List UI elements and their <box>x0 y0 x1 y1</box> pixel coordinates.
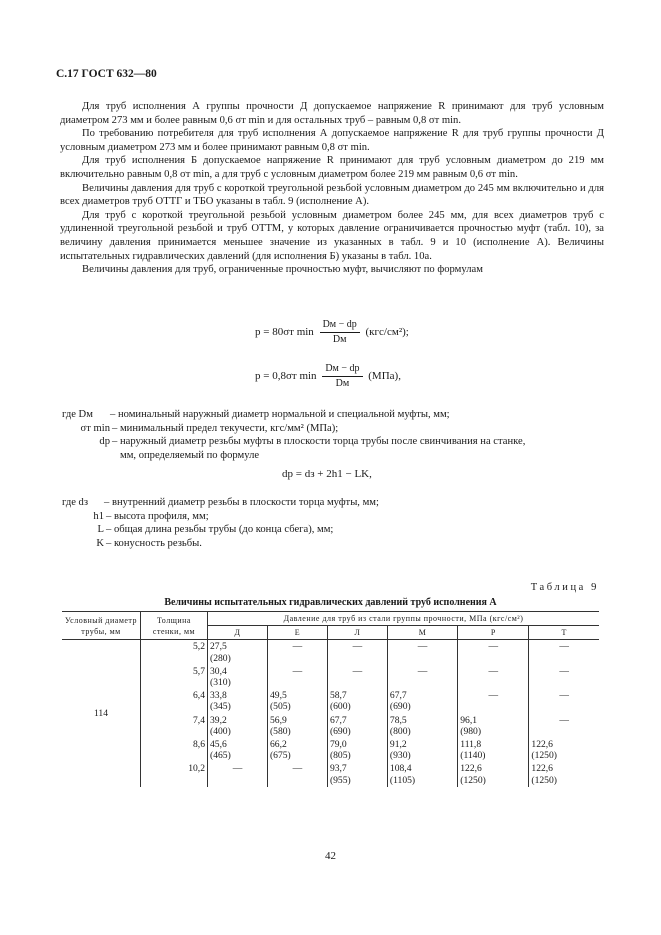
formula-mpa-fraction <box>322 362 362 391</box>
cell-value-mpa: — <box>352 665 363 677</box>
cell-pressure <box>267 665 327 689</box>
cell-value-kgf: (955) <box>329 774 351 786</box>
cell-pressure <box>387 714 457 738</box>
cell-value-mpa: 91,2 <box>389 739 407 751</box>
cell-value-mpa: 122,6 <box>531 739 553 751</box>
paragraph-2: По требованию потребителя для труб исполнения А допускаемое напряжение R для труб группы прочности Д условным диаметром 273 мм и более принимают равным 0,8 σт min. <box>60 128 604 153</box>
cell-pressure <box>208 689 268 713</box>
definition-text: – высота профиля, мм; <box>106 510 209 522</box>
cell-value-mpa: 33,8 <box>210 690 227 702</box>
cell-value-mpa: — <box>488 665 499 677</box>
cell-pressure <box>327 665 387 689</box>
definition-symbol: σт min <box>80 422 110 434</box>
cell-thickness: 7,4 <box>141 714 208 738</box>
formula-kgf-numerator: Dм − dр <box>320 318 360 333</box>
col-header-group: Е <box>267 626 327 640</box>
formula-mpa-numerator: Dм − dр <box>322 362 362 377</box>
formula-dr: dр = dз + 2h1 − LK, <box>282 468 372 480</box>
cell-value-kgf <box>460 653 526 664</box>
cell-pressure <box>267 640 327 665</box>
definition-row <box>62 523 612 537</box>
paragraph-5: Для труб с короткой треугольной резьбой условным диаметром более 245 мм, для всех диаметров труб с удлиненной треугольной резьбой и труб ОТТМ, у которых давление ограничивается прочностью муфт (табл. 10), за величину давления принимается меньшее значение из указанных в табл. 9 и 10 (исполнение А). Величины испытательных гидравлических давлений (для исполнения Б) указаны в табл. 10а. <box>60 209 604 262</box>
definition-text: мм, определяемый по формуле <box>120 449 260 461</box>
body-text <box>60 100 604 277</box>
col-header-group: Л <box>327 626 387 640</box>
cell-pressure <box>529 640 599 665</box>
definition-symbol: где Dм <box>62 409 93 420</box>
formula-kgf-fraction <box>320 318 360 347</box>
table-row <box>62 689 599 713</box>
cell-diameter: 114 <box>62 640 141 787</box>
cell-value-mpa: — <box>559 690 569 702</box>
cell-value-kgf <box>210 775 265 786</box>
definition-row <box>62 422 612 436</box>
definition-row <box>62 435 612 449</box>
cell-value-mpa: 49,5 <box>269 690 287 702</box>
cell-value-mpa: 27,5 <box>210 641 227 653</box>
cell-value-kgf: (1140) <box>460 750 486 762</box>
cell-pressure <box>529 714 599 738</box>
definition-text: – внутренний диаметр резьбы в плоскости торца муфты, мм; <box>104 497 379 508</box>
cell-value-mpa: 67,7 <box>329 714 347 726</box>
cell-pressure <box>267 689 327 713</box>
cell-value-kgf: (280) <box>210 652 231 664</box>
cell-value-mpa: 56,9 <box>269 714 287 726</box>
cell-pressure <box>267 714 327 738</box>
cell-value-mpa: — <box>417 641 428 653</box>
cell-pressure <box>387 689 457 713</box>
definition-text: – наружный диаметр резьбы муфты в плоскости торца трубы после свинчивания на станке, <box>112 436 526 448</box>
cell-value-kgf <box>531 677 597 688</box>
paragraph-3: Для труб исполнения Б допускаемое напряжение R принимают для труб условным диаметром до 219 мм включительно равным 0,8 σт min, а для труб с условным диаметром более 219 мм равным 0,6 σт min. <box>60 155 604 180</box>
table-row <box>62 738 599 762</box>
cell-value-mpa: — <box>292 665 303 677</box>
cell-thickness: 6,4 <box>141 689 208 713</box>
table-row <box>62 762 599 786</box>
cell-value-kgf <box>531 653 597 664</box>
cell-value-mpa: — <box>559 714 569 726</box>
cell-pressure <box>529 665 599 689</box>
cell-value-kgf: (930) <box>389 750 411 762</box>
definition-symbol: K <box>96 537 104 549</box>
definition-row <box>62 510 612 524</box>
cell-value-mpa: 96,1 <box>460 714 478 726</box>
cell-value-kgf <box>330 653 385 664</box>
cell-pressure <box>387 665 457 689</box>
formula-mpa-denominator: Dм <box>335 378 350 389</box>
definition-row <box>62 496 612 510</box>
table-row <box>62 665 599 689</box>
cell-pressure <box>458 762 529 786</box>
cell-value-mpa: — <box>352 641 363 653</box>
table-title: Величины испытательных гидравлических давлений труб исполнения А <box>164 597 497 608</box>
definition-text: – минимальный предел текучести, кгс/мм² (МПа); <box>112 422 339 434</box>
cell-value-mpa: 30,4 <box>210 665 227 677</box>
definitions-1 <box>62 408 612 462</box>
cell-value-mpa: 93,7 <box>329 763 347 775</box>
cell-pressure <box>458 738 529 762</box>
cell-value-mpa: — <box>559 665 569 677</box>
definition-symbol: dр <box>99 436 110 448</box>
cell-thickness: 10,2 <box>141 762 208 786</box>
paragraph-1: Для труб исполнения А группы прочности Д допускаемое напряжение R принимают для труб условным диаметром 273 мм и более равным 0,6 σт min и для остальных труб – равным 0,8 σт min. <box>60 101 604 126</box>
cell-value-mpa: — <box>488 690 499 702</box>
page-number: 42 <box>325 850 336 862</box>
cell-pressure <box>327 689 387 713</box>
cell-value-kgf: (980) <box>460 725 482 737</box>
definition-text: – конусность резьбы. <box>106 537 202 549</box>
cell-value-kgf <box>460 701 526 712</box>
col-header-group: Р <box>458 626 529 640</box>
col-header-group: Т <box>529 626 599 640</box>
cell-pressure <box>208 738 268 762</box>
cell-pressure <box>327 762 387 786</box>
cell-value-mpa: 79,0 <box>329 739 347 751</box>
formula-mpa-unit: (МПа), <box>368 370 401 383</box>
cell-pressure <box>387 738 457 762</box>
cell-value-kgf <box>270 677 325 688</box>
definition-symbol: h1 <box>93 510 104 522</box>
cell-value-kgf: (465) <box>210 750 231 762</box>
cell-pressure <box>458 665 529 689</box>
cell-value-kgf: (310) <box>210 677 231 689</box>
cell-value-kgf: (580) <box>269 725 291 737</box>
cell-value-kgf: (1250) <box>531 774 557 786</box>
cell-pressure <box>529 762 599 786</box>
cell-value-kgf <box>270 775 325 786</box>
definition-text: – общая длина резьбы трубы (до конца сбега), мм; <box>106 524 334 536</box>
cell-pressure <box>387 762 457 786</box>
col-header-group: М <box>387 626 457 640</box>
formula-kgf <box>255 318 409 347</box>
formula-mpa <box>255 362 401 391</box>
cell-value-mpa: 122,6 <box>460 763 482 775</box>
cell-value-mpa: 45,6 <box>210 739 227 751</box>
cell-pressure <box>267 738 327 762</box>
cell-value-kgf <box>390 677 455 688</box>
cell-value-mpa: 78,5 <box>389 714 407 726</box>
col-header-pressure: Давление для труб из стали группы прочности, МПа (кгс/см²) <box>208 612 600 626</box>
cell-pressure <box>267 762 327 786</box>
cell-value-kgf <box>531 701 597 712</box>
col-header-group: Д <box>208 626 268 640</box>
cell-value-kgf: (690) <box>329 725 351 737</box>
paragraph-4: Величины давления для труб с короткой треугольной резьбой условным диаметром до 245 мм включительно и для всех диаметров труб ОТТГ и ТБО указаны в табл. 9 (исполнение А). <box>60 182 604 208</box>
cell-value-kgf: (400) <box>210 725 231 737</box>
cell-value-mpa: — <box>559 641 569 653</box>
definitions-2 <box>62 496 612 550</box>
cell-value-kgf: (805) <box>329 750 351 762</box>
cell-value-kgf <box>330 677 385 688</box>
cell-pressure <box>208 762 268 786</box>
cell-value-kgf: (1105) <box>389 774 416 786</box>
cell-pressure <box>387 640 457 665</box>
cell-value-kgf <box>531 726 597 737</box>
formula-kgf-lhs: p = 80σт min <box>255 326 314 339</box>
cell-value-mpa: — <box>488 641 499 653</box>
cell-value-kgf: (1250) <box>531 750 557 762</box>
page-header: С.17 ГОСТ 632—80 <box>56 68 157 80</box>
cell-pressure <box>208 665 268 689</box>
cell-value-kgf: (800) <box>389 725 411 737</box>
cell-pressure <box>327 640 387 665</box>
cell-value-mpa: 108,4 <box>389 763 412 775</box>
col-header-thickness: Толщина стенки, мм <box>141 612 208 640</box>
cell-value-mpa: 67,7 <box>389 690 407 702</box>
cell-value-kgf: (345) <box>210 701 231 713</box>
paragraph-6: Величины давления для труб, ограниченные прочностью муфт, вычисляют по формулам <box>82 264 483 276</box>
cell-pressure <box>327 714 387 738</box>
cell-value-mpa: 58,7 <box>329 690 347 702</box>
cell-value-mpa: — <box>292 641 303 653</box>
cell-pressure <box>529 738 599 762</box>
cell-value-mpa: 111,8 <box>460 739 482 751</box>
formula-kgf-unit: (кгс/см²); <box>365 326 409 339</box>
table-label: Таблица 9 <box>530 582 599 593</box>
cell-value-kgf <box>270 653 325 664</box>
cell-value-mpa: 66,2 <box>269 739 287 751</box>
cell-pressure <box>458 689 529 713</box>
cell-value-kgf: (1250) <box>460 774 486 786</box>
cell-value-kgf: (600) <box>329 701 351 713</box>
table-row <box>62 714 599 738</box>
definition-symbol: L <box>97 524 104 536</box>
cell-pressure <box>458 714 529 738</box>
cell-value-mpa: 122,6 <box>531 763 553 775</box>
definition-row <box>62 408 612 422</box>
cell-value-mpa: — <box>232 763 243 775</box>
definition-row <box>62 449 612 463</box>
cell-thickness: 5,7 <box>141 665 208 689</box>
table-row <box>62 640 599 665</box>
definition-text: – номинальный наружный диаметр нормальной и специальной муфты, мм; <box>110 409 450 420</box>
cell-pressure <box>208 714 268 738</box>
cell-value-mpa: 39,2 <box>210 714 227 726</box>
definition-symbol <box>62 449 120 463</box>
cell-value-kgf: (690) <box>389 701 411 713</box>
cell-thickness: 8,6 <box>141 738 208 762</box>
cell-thickness: 5,2 <box>141 640 208 665</box>
definition-row <box>62 537 612 551</box>
pressure-table <box>62 611 599 787</box>
cell-value-kgf: (505) <box>269 701 291 713</box>
definition-symbol: где dз <box>62 497 89 508</box>
cell-value-kgf <box>390 653 455 664</box>
cell-pressure <box>327 738 387 762</box>
cell-value-kgf <box>460 677 526 688</box>
cell-value-mpa: — <box>417 665 428 677</box>
cell-pressure <box>458 640 529 665</box>
cell-pressure <box>208 640 268 665</box>
cell-value-kgf: (675) <box>269 750 291 762</box>
cell-value-mpa: — <box>292 763 303 775</box>
formula-kgf-denominator: Dм <box>332 334 347 345</box>
formula-mpa-lhs: p = 0,8σт min <box>255 370 317 383</box>
cell-pressure <box>529 689 599 713</box>
col-header-diameter: Условный диаметр трубы, мм <box>62 612 141 640</box>
